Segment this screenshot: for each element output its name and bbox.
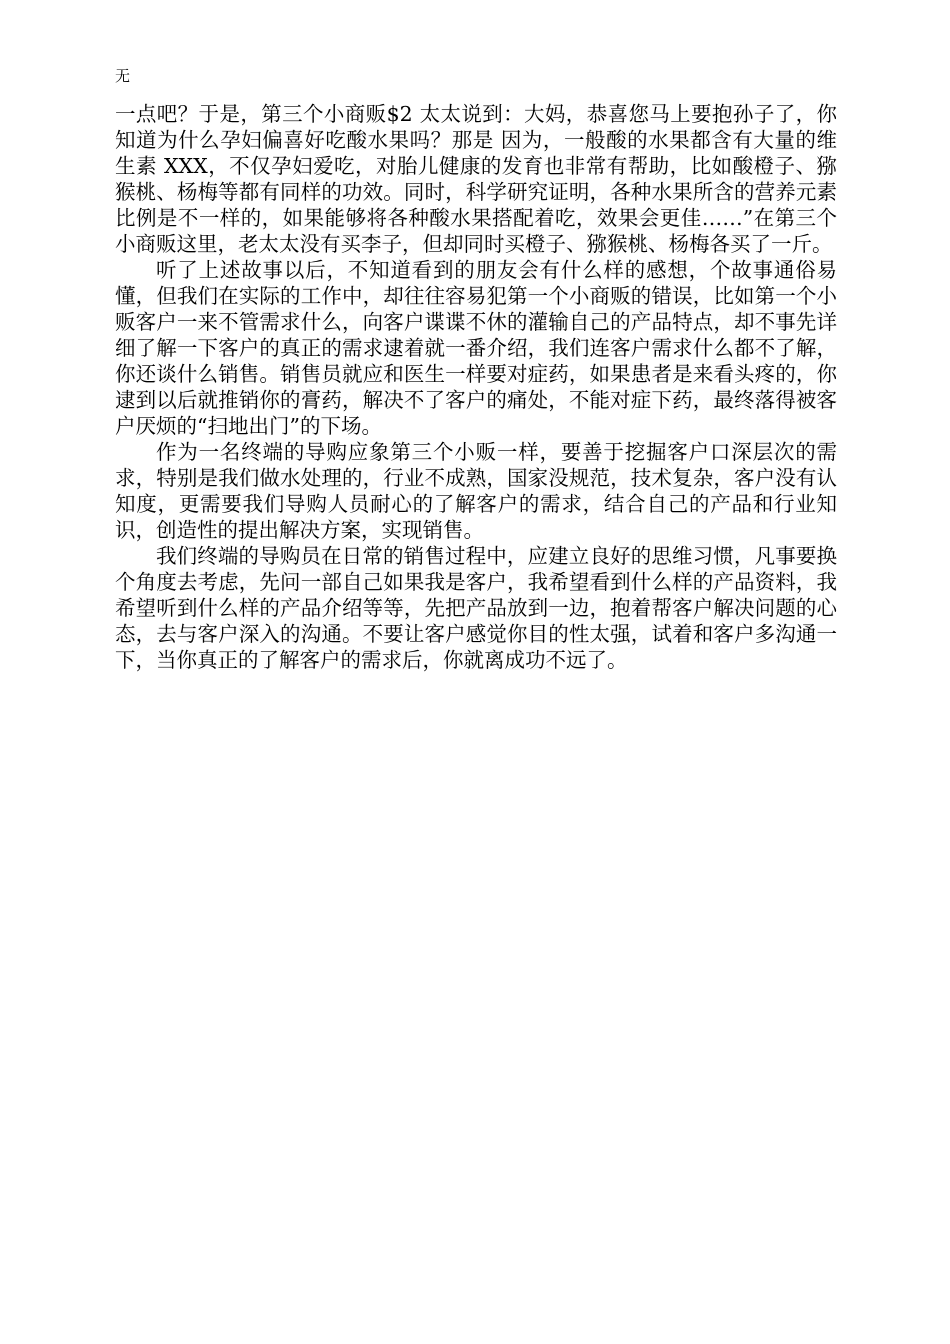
paragraph-terminal-guide: 作为一名终端的导购应象第三个小贩一样，要善于挖掘客户口深层次的需求，特别是我们做水处理的，行业不成熟，国家没规范，技术复杂，客户没有认知度，更需要我们导购人员耐心的了解客户的需求，结合自己的产品和行业知识，创造性的提出解决方案，实现销售。 [115,440,837,542]
paragraph-thinking-habits: 我们终端的导购员在日常的销售过程中，应建立良好的思维习惯，凡事要换个角度去考虑，先问一部自己如果我是客户，我希望看到什么样的产品资料，我希望听到什么样的产品介绍等等，先把产品放到一边，抱着帮客户解决问题的心态，去与客户深入的沟通。不要让客户感觉你目的性太强，试着和客户多沟通一下，当你真正的了解客户的需求后，你就离成功不远了。 [115,544,837,672]
paragraph-continued: 一点吧？于是，第三个小商贩$2 太太说到：大妈，恭喜您马上要抱孙子了，你知道为什么孕妇偏喜好吃酸水果吗？那是 因为，一般酸的水果都含有大量的维生素 XXX，不仅孕妇爱吃，对胎儿健康的发育也非常有帮助，比如酸橙子、猕猴桃、杨梅等都有同样的功效。同时，科学研究证明，各种水果所含的营养元素比例是不一样的，如果能够将各种酸水果搭配着吃，效果会更佳……”在第三个小商贩这里，老太太没有买李子，但却同时买橙子、猕猴桃、杨梅各买了一斤。 [115,102,837,256]
paragraph-story-reflection: 听了上述故事以后，不知道看到的朋友会有什么样的感想，个故事通俗易懂，但我们在实际的工作中，却往往容易犯第一个小商贩的错误，比如第一个小贩客户一来不管需求什么，向客户谍谍不休的灌输自己的产品特点，却不事先详细了解一下客户的真正的需求逮着就一番介绍，我们连客户需求什么都不了解，你还谈什么销售。销售员就应和医生一样要对症药，如果患者是来看头疼的，你逮到以后就推销你的膏药，解决不了客户的痛处，不能对症下药，最终落得被客户厌烦的“扫地出门”的下场。 [115,258,837,438]
document-body [115,101,837,673]
page-header-label: 无 [115,67,131,85]
